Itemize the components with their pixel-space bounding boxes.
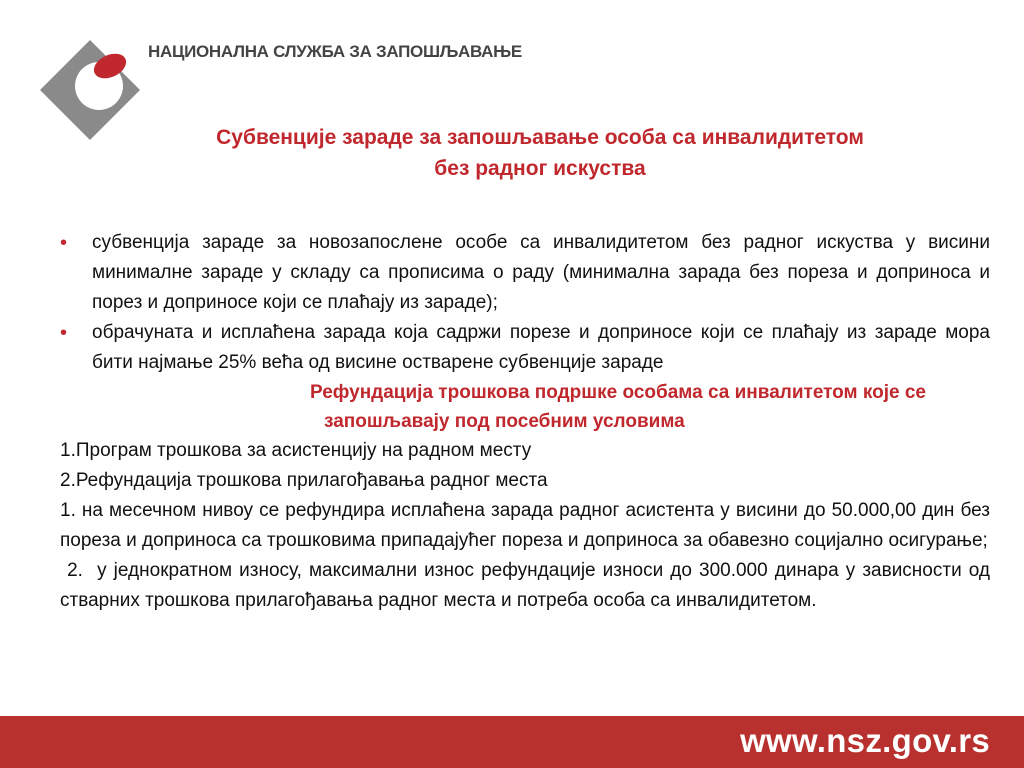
subtitle-line-1: Рефундација трошкова подршке особама са инвалитетом које се (310, 382, 926, 403)
content-body (60, 228, 996, 616)
title-line-1: Субвенције зараде за запошљавање особа са инвалидитетом (216, 126, 864, 149)
list-item: 2.Рефундација трошкова прилагођавања радног места (60, 470, 548, 491)
paragraph: 1. на месечном нивоу се рефундира исплаћена зарада радног асистента у висини до 50.000,00 дин без пореза и доприноса са трошковима припадајућег пореза и доприноса за обавезно социјално осигурање; (60, 500, 990, 551)
paragraph: 2. у једнократном износу, максимални износ рефундације износи до 300.000 динара у зависности од стварних трошкова прилагођавања радног места и потреба особа са инвалидитетом. (60, 560, 996, 611)
bullet-text: обрачуната и исплаћена зарада која садржи порезе и доприносе који се плаћају из зараде мора бити најмање 25% већа од висине остварене субвенције зараде (92, 322, 990, 373)
title-line-2: без радног искуства (434, 157, 646, 180)
page-title (200, 122, 880, 184)
footer-bar (0, 716, 1024, 768)
organization-name: НАЦИОНАЛНА СЛУЖБА ЗА ЗАПОШЉАВАЊЕ (148, 42, 522, 61)
nsz-logo (40, 40, 140, 140)
bullet-icon: • (60, 322, 68, 344)
subtitle-line-2: запошљавају под посебним условима (324, 411, 685, 432)
section-subtitle (60, 378, 990, 436)
list-item: 1.Програм трошкова за асистенцију на радном месту (60, 440, 532, 461)
website-link[interactable]: www.nsz.gov.rs (740, 722, 990, 759)
bullet-item (60, 228, 990, 318)
bullet-item (60, 318, 990, 378)
bullet-text: субвенција зараде за новозапослене особе са инвалидитетом без радног искуства у висини минималне зараде у складу са прописима о раду (минимална зарада без пореза и доприноса и порез и доприносе који се плаћају из зараде); (92, 232, 990, 313)
bullet-icon: • (60, 232, 68, 254)
